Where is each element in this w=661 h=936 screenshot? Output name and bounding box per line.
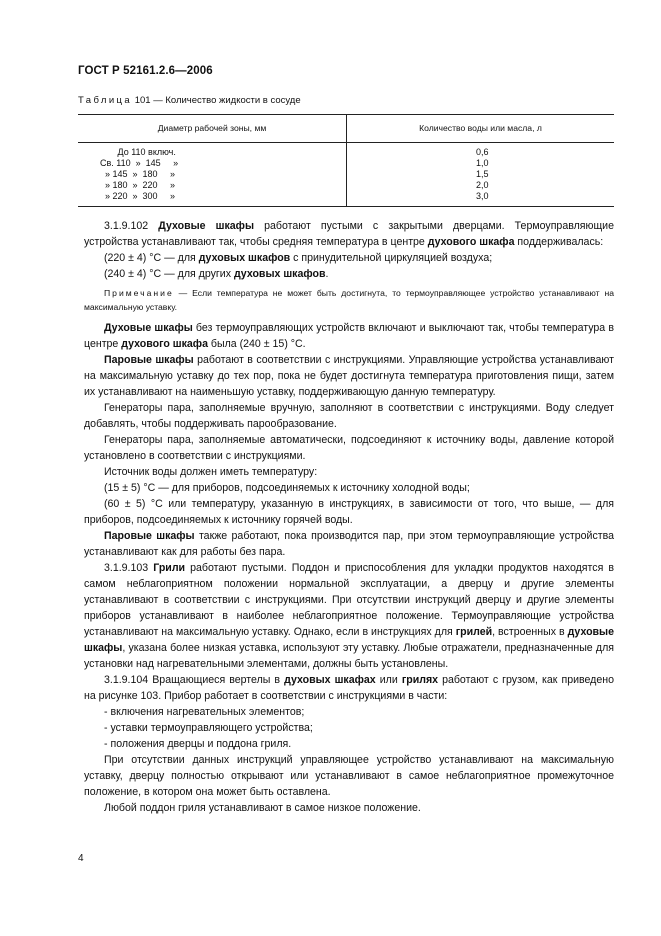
paragraph-text: работают пустыми. Поддон и приспособления для укладки продуктов находятся в самом неблагоприятном положении нормальной эксплуатации, а дверцу и другие элементы устанавливают в соответствии с инструкциями. При отсутствии инструкций дверцу и другие элементы приборов устанавливают в наиболее неблагоприятное положение. Термоуправляющие устройства устанавливают на максимальную уставку. Однако, если в инструкциях для: [84, 562, 614, 638]
paragraph-no-instructions: При отсутствии данных инструкций управляющее устройство устанавливают на максимальную уставку, дверцу полностью открывают или устанавливают в самое неблагоприятное промежуточное положение, в котором она может быть оставлена.: [84, 754, 614, 798]
table-header-divider: [78, 142, 614, 143]
paragraph-text: .: [325, 268, 329, 280]
table-header-quantity: Количество воды или масла, л: [419, 123, 542, 133]
paragraph-text: поддерживалась:: [514, 236, 604, 248]
paragraph-text: 3.1.9.104 Вращающиеся вертелы в: [104, 674, 285, 686]
paragraph-text: , встроенных в: [492, 626, 568, 638]
table-cell-value: 2,0: [476, 180, 489, 190]
table-cell-range: До 110 включ.: [100, 147, 176, 157]
clause-number: 3.1.9.103: [104, 562, 154, 574]
table-cell-value: 1,5: [476, 169, 489, 179]
liquid-quantity-table: [78, 114, 614, 207]
paragraph-steam-ovens: [84, 352, 614, 400]
term-grills: грилях: [401, 674, 439, 686]
table-cell-value: 3,0: [476, 191, 489, 201]
list-item: - включения нагревательных элементов;: [104, 706, 305, 718]
list-item: - положения дверцы и поддона гриля.: [104, 738, 292, 750]
temperature-line-2: [84, 266, 614, 282]
paragraph-hot-water: (60 ± 5) °С или температуру, указанную в инструкциях, в зависимости от того, что выше, — для приборов, подсоединяемых к источнику горячей воды.: [84, 498, 614, 526]
paragraph-cold-water: (15 ± 5) °С — для приборов, подсоединяемых к источнику холодной воды;: [104, 482, 470, 494]
term-ovens: духовые шкафы: [84, 626, 614, 654]
term-ovens: духовых шкафов: [233, 268, 326, 280]
term-grills: грилей: [455, 626, 493, 638]
term-steam-ovens: Паровые шкафы: [104, 354, 194, 366]
standard-header: ГОСТ Р 52161.2.6—2006: [78, 65, 213, 77]
paragraph-text: с принудительной циркуляцией воздуха;: [290, 252, 493, 264]
term-oven: духового шкафа: [121, 338, 208, 350]
paragraph-auto-generators: Генераторы пара, заполняемые автоматически, подсоединяют к источнику воды, давление которой установлено в соответствии с инструкциями.: [84, 434, 614, 462]
note-label: Примечание: [104, 288, 174, 298]
paragraph-grill-tray: Любой поддон гриля устанавливают в самое низкое положение.: [104, 802, 421, 814]
list-item: - уставки термоуправляющего устройства;: [104, 722, 313, 734]
paragraph-ovens-no-thermostat: [84, 320, 614, 352]
table-caption-title: 101 — Количество жидкости в сосуде: [132, 95, 301, 106]
term-ovens: Духовые шкафы: [104, 322, 193, 334]
paragraph-text: (220 ± 4) °С — для: [104, 252, 199, 264]
term-ovens: Духовые шкафы: [158, 220, 254, 232]
table-cell-value: 1,0: [476, 158, 489, 168]
paragraph-text: была (240 ± 15) °С.: [207, 338, 306, 350]
paragraph-text: работают в соответствии с инструкциями. Управляющие устройства устанавливают на максимальную уставку до тех пор, пока не будет достигнута температура приготовления пищи, затем их устанавливают на наименьшую уставку, поддерживающую данную температуру.: [84, 354, 614, 398]
paragraph-text: работают пустыми с закрытыми дверцами. Термоуправляющие устройства устанавливают так, чтобы средняя температура в центре: [84, 220, 614, 248]
term-oven: духового шкафа: [427, 236, 515, 248]
temperature-line-1: [84, 250, 614, 266]
table-header-diameter: Диаметр рабочей зоны, мм: [157, 123, 267, 133]
body-text: [84, 218, 614, 816]
page-number: 4: [78, 853, 84, 864]
paragraph-text: , указана более низкая уставка, используют эту уставку. Любые отражатели, предназначенные для установки над нагревательными элементами, должны быть установлены.: [84, 642, 614, 670]
paragraph-text: работают с грузом, как приведено на рисунке 103. Прибор работает в соответствии с инструкциями в части:: [84, 674, 614, 702]
table-caption: [78, 95, 301, 106]
table-cell-range: » 220 » 300 »: [100, 191, 176, 201]
note: [84, 286, 614, 314]
paragraph-steam-ovens-operation: [84, 528, 614, 560]
paragraph-3-1-9-104: [84, 672, 614, 704]
table-cell-range: » 145 » 180 »: [100, 169, 176, 179]
term-steam-ovens: Паровые шкафы: [104, 530, 195, 542]
paragraph-text: без термоуправляющих устройств включают и выключают так, чтобы температура в центре: [84, 322, 614, 350]
paragraph-manual-generators: Генераторы пара, заполняемые вручную, заполняют в соответствии с инструкциями. Воду следует добавлять, чтобы поддерживать парообразование.: [84, 402, 614, 430]
paragraph-3-1-9-103: [84, 560, 614, 672]
table-cell-value: 0,6: [476, 147, 489, 157]
paragraph-text: также работают, пока производится пар, при этом термоуправляющие устройства устанавливают как для работы без пара.: [84, 530, 614, 558]
paragraph-water-source: Источник воды должен иметь температуру:: [104, 466, 318, 478]
table-cell-range: Св. 110 » 145 »: [100, 158, 179, 168]
table-cell-range: » 180 » 220 »: [100, 180, 176, 190]
paragraph-text: (240 ± 4) °С — для других: [104, 268, 234, 280]
term-ovens: духовых шкафов: [198, 252, 291, 264]
paragraph-text: или: [375, 674, 402, 686]
table-caption-label: Таблица: [78, 95, 133, 106]
clause-number: 3.1.9.102: [104, 220, 159, 232]
term-grills: Грили: [153, 562, 186, 574]
paragraph-3-1-9-102: [84, 218, 614, 250]
note-text: — Если температура не может быть достигнута, то термоуправляющее устройство устанавливают на максимальную уставку.: [84, 288, 614, 312]
term-ovens: духовых шкафах: [284, 674, 376, 686]
